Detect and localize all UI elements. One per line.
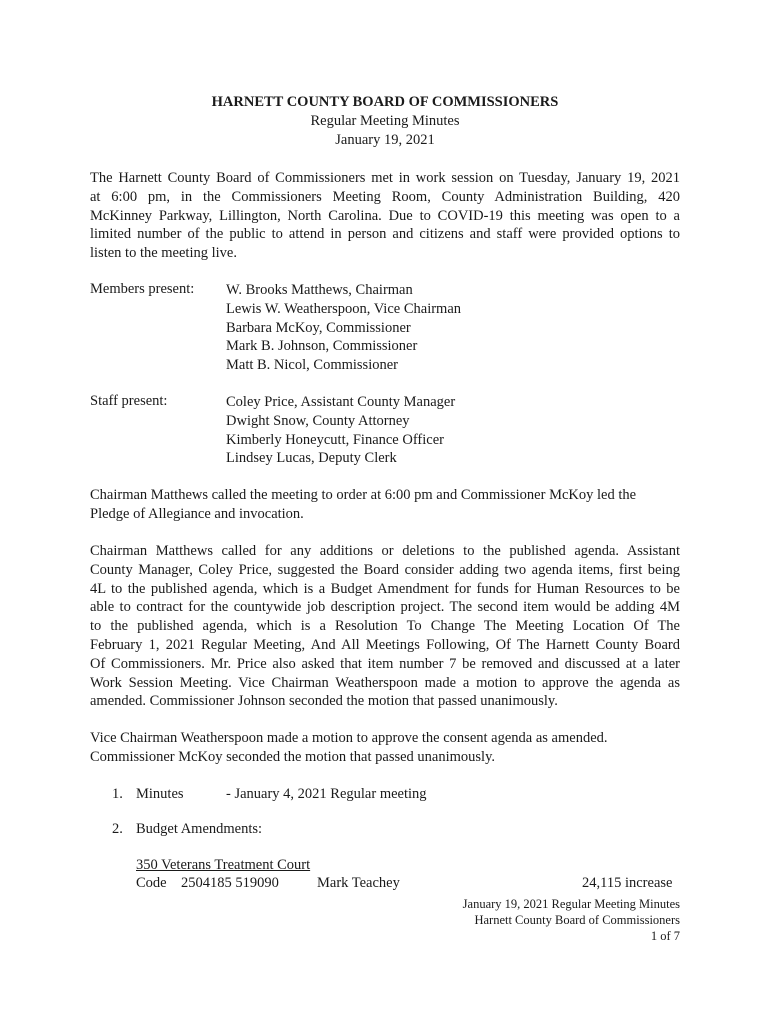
staff-list bbox=[226, 393, 455, 468]
staff-name: Dwight Snow, County Attorney bbox=[226, 412, 410, 429]
call-to-order-paragraph bbox=[90, 486, 680, 524]
budget-heading: 350 Veterans Treatment Court bbox=[136, 857, 311, 873]
paragraph-line: Pledge of Allegiance and invocation. bbox=[90, 505, 304, 522]
paragraph-line: Vice Chairman Weatherspoon made a motion to approve the consent agenda as amended. bbox=[90, 730, 608, 746]
paragraph-line: Chairman Matthews called for any additions or deletions to the published agenda. Assistant bbox=[90, 543, 680, 559]
budget-amount: 24,115 increase bbox=[582, 875, 673, 891]
intro-line: McKinney Parkway, Lillington, North Carolina. Due to COVID-19 this meeting was open to a bbox=[90, 207, 680, 224]
budget-code: 2504185 519090 bbox=[181, 875, 279, 891]
intro-line: listen to the meeting live. bbox=[90, 245, 237, 262]
staff-name: Kimberly Honeycutt, Finance Officer bbox=[226, 431, 444, 448]
intro-line: limited number of the public to attend in person and citizens and staff were provided options to bbox=[90, 226, 680, 243]
paragraph-line: Chairman Matthews called the meeting to order at 6:00 pm and Commissioner McKoy led the bbox=[90, 487, 637, 503]
paragraph-line: County Manager, Coley Price, suggested the Board consider adding two agenda items, first being bbox=[90, 561, 680, 578]
staff-label: Staff present: bbox=[90, 393, 168, 409]
page-number: 1 of 7 bbox=[650, 929, 680, 943]
budget-name: Mark Teachey bbox=[317, 875, 400, 891]
paragraph-line: Of Commissioners. Mr. Price also asked that item number 7 be removed and discussed at a later bbox=[90, 655, 680, 672]
consent-paragraph bbox=[90, 729, 680, 767]
paragraph-line: to the published agenda, which is a Resolution To Change The Meeting Location Of The bbox=[90, 618, 680, 635]
member-name: Barbara McKoy, Commissioner bbox=[226, 319, 411, 336]
member-name: Matt B. Nicol, Commissioner bbox=[226, 357, 398, 374]
paragraph-line: amended. Commissioner Johnson seconded the motion that passed unanimously. bbox=[90, 693, 558, 710]
paragraph-line: 4L to the published agenda, which is a Budget Amendment for funds for Human Resources to be bbox=[90, 580, 680, 597]
member-name: W. Brooks Matthews, Chairman bbox=[226, 282, 413, 298]
document-title: HARNETT COUNTY BOARD OF COMMISSIONERS bbox=[211, 94, 559, 110]
budget-code-label: Code bbox=[136, 875, 167, 891]
footer-line: January 19, 2021 Regular Meeting Minutes bbox=[462, 897, 680, 911]
member-name: Mark B. Johnson, Commissioner bbox=[226, 338, 418, 355]
item-detail: - January 4, 2021 Regular meeting bbox=[226, 786, 427, 802]
intro-line: at 6:00 pm, in the Commissioners Meeting Room, County Administration Building, 420 bbox=[90, 188, 680, 205]
item-number: 2. bbox=[112, 821, 123, 837]
intro-paragraph bbox=[90, 169, 680, 263]
footer-line: Harnett County Board of Commissioners bbox=[474, 913, 680, 927]
members-label: Members present: bbox=[90, 281, 195, 297]
item-label: Budget Amendments: bbox=[136, 821, 263, 837]
staff-name: Lindsey Lucas, Deputy Clerk bbox=[226, 450, 397, 467]
member-name: Lewis W. Weatherspoon, Vice Chairman bbox=[226, 300, 462, 317]
paragraph-line: Work Session Meeting. Vice Chairman Weatherspoon made a motion to approve the agenda as bbox=[90, 674, 680, 691]
item-label: Minutes bbox=[136, 786, 184, 802]
agenda-paragraph bbox=[90, 542, 680, 711]
paragraph-line: February 1, 2021 Regular Meeting, And All Meetings Following, Of The Harnett County Board bbox=[90, 636, 680, 653]
intro-line: The Harnett County Board of Commissioners met in work session on Tuesday, January 19, 2021 bbox=[90, 170, 680, 186]
document-date: January 19, 2021 bbox=[335, 132, 435, 148]
item-number: 1. bbox=[112, 786, 123, 802]
staff-name: Coley Price, Assistant County Manager bbox=[226, 394, 456, 410]
paragraph-line: able to contract for the countywide job description project. The second item would be adding 4M bbox=[90, 599, 680, 616]
members-list bbox=[226, 281, 461, 375]
document-subtitle: Regular Meeting Minutes bbox=[310, 113, 460, 129]
paragraph-line: Commissioner McKoy seconded the motion that passed unanimously. bbox=[90, 748, 496, 765]
